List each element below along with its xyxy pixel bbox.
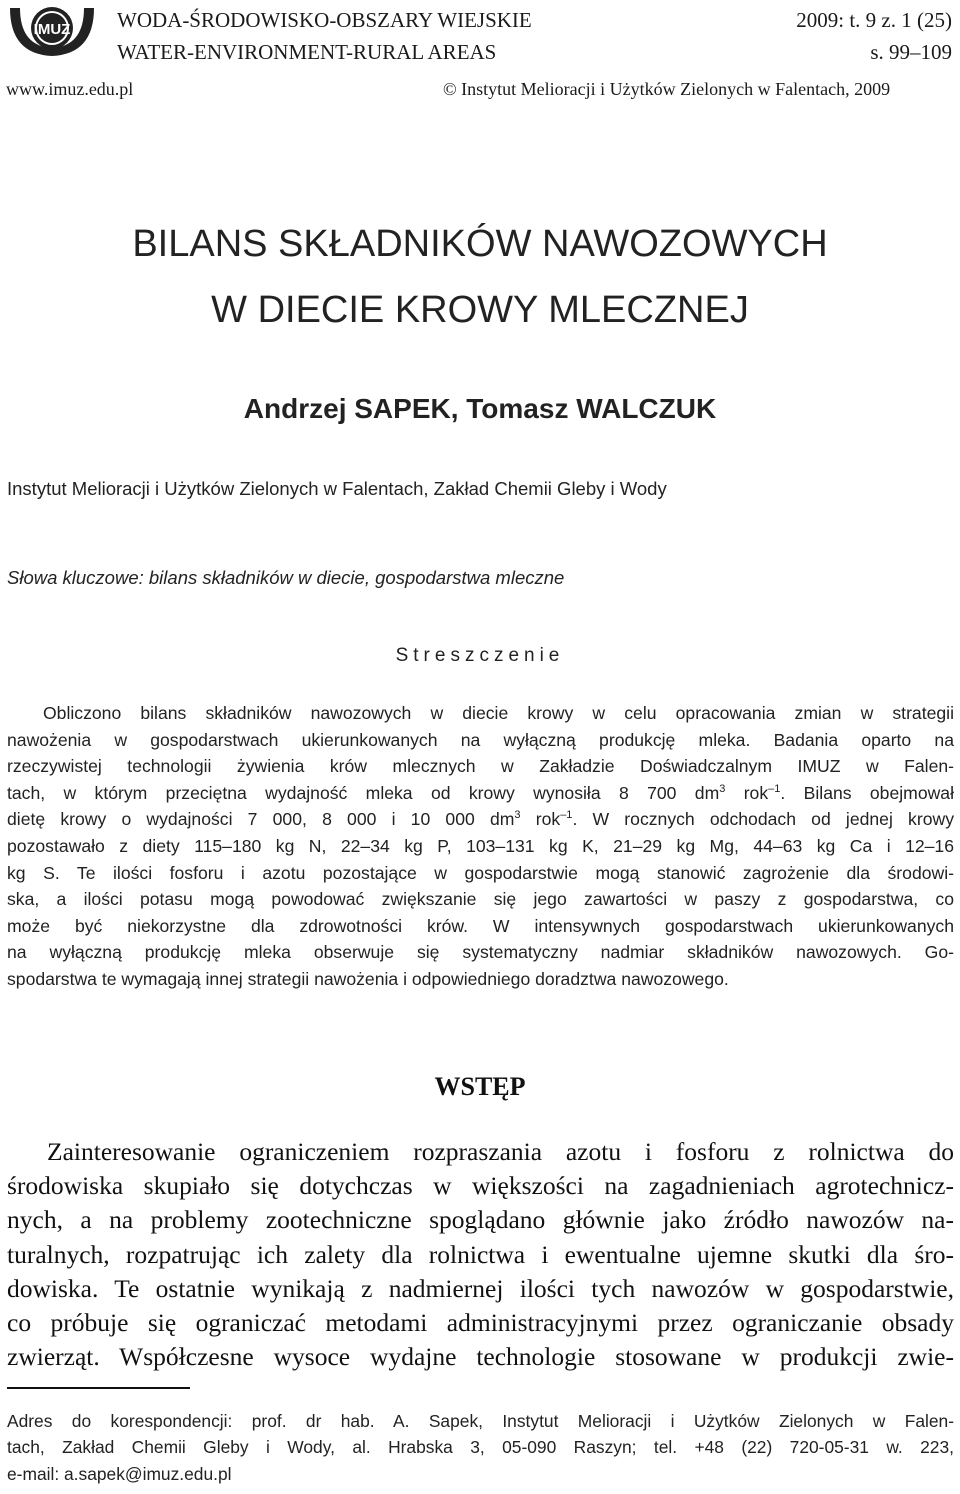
text-segment: dietę krowy o wydajności 7 000, 8 000 i 10 000 dm [7, 809, 515, 830]
title-line: BILANS SKŁADNIKÓW NAWOZOWYCH [132, 223, 828, 265]
intro-line: zwierząt. Współczesne wysoce wydajne technologie stosowane w produkcji zwie- [7, 1342, 954, 1372]
volume: 2009: t. 9 z. 1 (25) [796, 8, 952, 32]
footnote-line: tach, Zakład Chemii Gleby i Wody, al. Hrabska 3, 05-090 Raszyn; tel. +48 (22) 720-05-31 w. 223, [7, 1437, 954, 1458]
section-heading: WSTĘP [434, 1072, 526, 1101]
logo-text: IMUZ [33, 21, 71, 38]
text-segment: tach, w którym przeciętna wydajność mleka od krowy wynosiła 8 700 dm [7, 782, 720, 803]
footnote [7, 1408, 954, 1487]
abstract-line: może być niekorzystne dla zdrowotności krów. W intensywnych gospodarstwach ukierunkowanych [7, 915, 954, 936]
page-range: s. 99–109 [870, 40, 952, 64]
footnote-rule [7, 1387, 190, 1389]
abstract [7, 700, 954, 993]
authors: Andrzej SAPEK, Tomasz WALCZUK [243, 393, 717, 424]
superscript: 3 [719, 782, 726, 795]
journal-url[interactable]: www.imuz.edu.pl [6, 79, 134, 99]
journal-title-pl: WODA-ŚRODOWISKO-OBSZARY WIEJSKIE [117, 8, 532, 32]
abstract-line: pozostawało z diety 115–180 kg N, 22–34 kg P, 103–131 kg K, 21–29 kg Mg, 44–63 kg Ca i 12–16 [7, 835, 954, 856]
issue-info [796, 4, 952, 68]
text-segment: . Bilans obejmował [780, 782, 955, 803]
abstract-line: spodarstwa te wymagają innej strategii nawożenia i odpowiedniego doradztwa nawozowego. [7, 968, 729, 989]
abstract-heading: Streszczenie [395, 645, 565, 666]
superscript: –1 [560, 809, 573, 822]
superscript: –1 [768, 782, 781, 795]
journal-title-en: WATER-ENVIRONMENT-RURAL AREAS [117, 40, 497, 64]
abstract-line: na wyłączną produkcję mleka obserwuje się systematyczny nadmiar składników nawozowych. Go- [7, 942, 954, 963]
intro-line: dowiska. Te ostatnie wynikają z nadmiernej ilości tych nawozów w gospodarstwie, [7, 1273, 954, 1303]
footnote-line: e-mail: a.sapek@imuz.edu.pl [7, 1463, 232, 1484]
imuz-logo [4, 2, 100, 62]
intro-line: środowiska skupiało się dotychczas w większości na zagadnieniach agrotechnicz- [7, 1171, 954, 1201]
text-segment: rok [520, 809, 561, 830]
text-segment: rok [725, 782, 769, 803]
intro-line: co próbuje się ograniczać metodami administracyjnymi przez ograniczanie obsady [7, 1307, 954, 1337]
abstract-line: kg S. Te ilości fosforu i azotu pozostające w gospodarstwie mogą stanowić zagrożenie dla środowi- [7, 862, 954, 883]
intro-text [7, 1135, 954, 1374]
keywords: Słowa kluczowe: bilans składników w diecie, gospodarstwa mleczne [7, 567, 565, 588]
abstract-line [7, 780, 954, 807]
text-segment: . W rocznych odchodach od jednej krowy [572, 809, 954, 830]
journal-title [117, 4, 532, 68]
title-line: W DIECIE KROWY MLECZNEJ [211, 289, 749, 331]
intro-line: turalnych, rozpatrując ich zalety dla rolnictwa i ewentualne ujemne skutki dla śro- [7, 1239, 954, 1269]
abstract-line: nawożenia w gospodarstwach ukierunkowanych na wyłączną produkcję mleka. Badania oparto na [7, 729, 954, 750]
paper-title [0, 222, 960, 332]
intro-line: nych, a na problemy zootechniczne spoglądano głównie jako źródło nawozów na- [7, 1205, 954, 1235]
abstract-line: ska, a ilości potasu mogą powodować zwiększanie się jego zawartości w paszy z gospodarstwa, co [7, 889, 954, 910]
abstract-line [7, 806, 954, 833]
copyright: © Instytut Melioracji i Użytków Zielonych w Falentach, 2009 [443, 79, 891, 99]
abstract-line: rzeczywistej technologii żywienia krów mlecznych w Zakładzie Doświadczalnym IMUZ w Falen- [7, 756, 954, 777]
affiliation: Instytut Melioracji i Użytków Zielonych w Falentach, Zakład Chemii Gleby i Wody [7, 478, 667, 499]
abstract-line: Obliczono bilans składników nawozowych w diecie krowy w celu opracowania zmian w strategii [43, 703, 954, 723]
intro-line: Zainteresowanie ograniczeniem rozpraszania azotu i fosforu z rolnictwa do [47, 1137, 954, 1166]
superscript: 3 [514, 809, 521, 822]
footnote-line: Adres do korespondencji: prof. dr hab. A. Sapek, Instytut Melioracji i Użytków Zielonych w Falen- [7, 1411, 954, 1431]
